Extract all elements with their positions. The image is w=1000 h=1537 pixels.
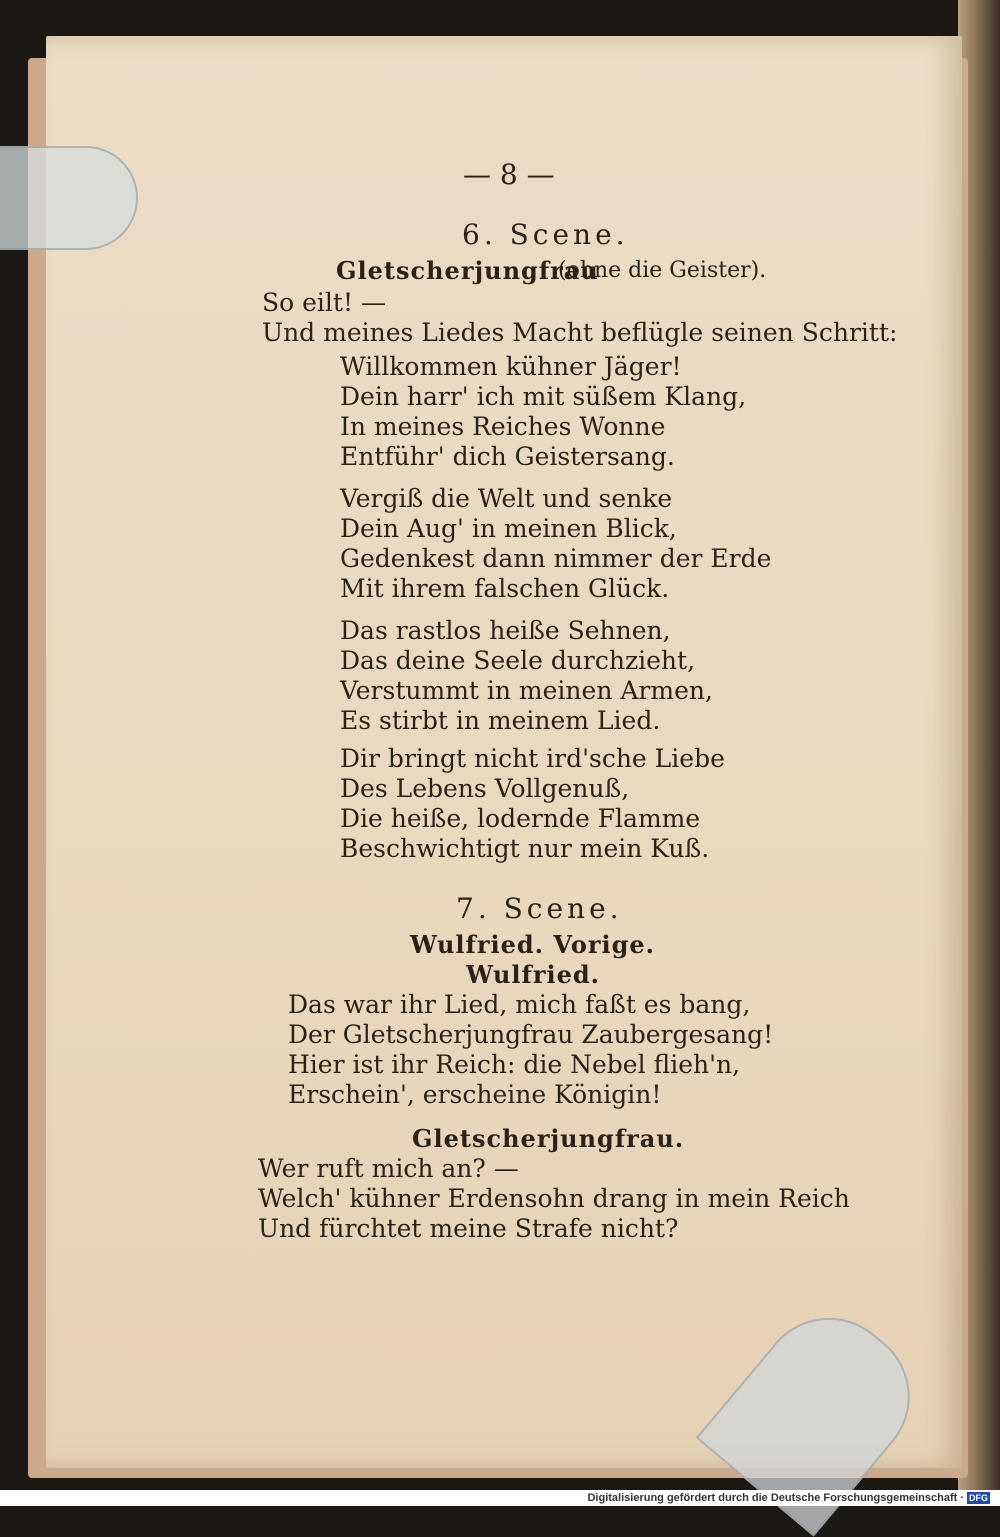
verse-line: Der Gletscherjungfrau Zaubergesang! <box>288 1020 774 1049</box>
verse-line: Willkommen kühner Jäger! <box>340 352 682 381</box>
scene-7-speaker-gletscherjungfrau: Gletscherjungfrau. <box>412 1124 685 1153</box>
dfg-logo-icon: DFG <box>969 1493 988 1503</box>
verse-line: Dein Aug' in meinen Blick, <box>340 514 677 543</box>
verse-line: Hier ist ihr Reich: die Nebel flieh'n, <box>288 1050 741 1079</box>
scene-7-cast: Wulfried. Vorige. <box>410 930 655 959</box>
scene-6-speaker: Gletscherjungfrau <box>336 256 599 285</box>
scene-7-heading: 7. Scene. <box>456 892 623 925</box>
scene-7-speaker-wulfried: Wulfried. <box>466 960 601 989</box>
scene-6-stage-direction: (ohne die Geister). <box>558 258 767 283</box>
verse-line: In meines Reiches Wonne <box>340 412 666 441</box>
scene-6-intro-line: So eilt! — <box>262 288 386 317</box>
verse-line: Gedenkest dann nimmer der Erde <box>340 544 772 573</box>
verse-line: Verstummt in meinen Armen, <box>340 676 713 705</box>
verse-line: Mit ihrem falschen Glück. <box>340 574 670 603</box>
verse-line: Und fürchtet meine Strafe nicht? <box>258 1214 679 1243</box>
page-clip-top <box>0 146 138 250</box>
footer-text: Digitalisierung gefördert durch die Deutsche Forschungsgemeinschaft · <box>587 1492 964 1504</box>
verse-line: Wer ruft mich an? — <box>258 1154 519 1183</box>
verse-line: Das rastlos heiße Sehnen, <box>340 616 671 645</box>
verse-line: Die heiße, lodernde Flamme <box>340 804 701 833</box>
verse-line: Entführ' dich Geistersang. <box>340 442 675 471</box>
verse-line: Dir bringt nicht ird'sche Liebe <box>340 744 725 773</box>
verse-line: Es stirbt in meinem Lied. <box>340 706 661 735</box>
verse-line: Des Lebens Vollgenuß, <box>340 774 630 803</box>
verse-line: Das war ihr Lied, mich faßt es bang, <box>288 990 751 1019</box>
scene-6-intro-line: Und meines Liedes Macht beflügle seinen Schritt: <box>262 318 898 347</box>
digitization-footer <box>0 1490 1000 1506</box>
verse-line: Dein harr' ich mit süßem Klang, <box>340 382 747 411</box>
verse-line: Das deine Seele durchzieht, <box>340 646 696 675</box>
verse-line: Vergiß die Welt und senke <box>340 484 673 513</box>
verse-line: Erschein', erscheine Königin! <box>288 1080 662 1109</box>
verse-line: Welch' kühner Erdensohn drang in mein Reich <box>258 1184 850 1213</box>
page-number: — 8 — <box>463 158 555 191</box>
verse-line: Beschwichtigt nur mein Kuß. <box>340 834 710 863</box>
scene-6-heading: 6. Scene. <box>462 218 629 251</box>
